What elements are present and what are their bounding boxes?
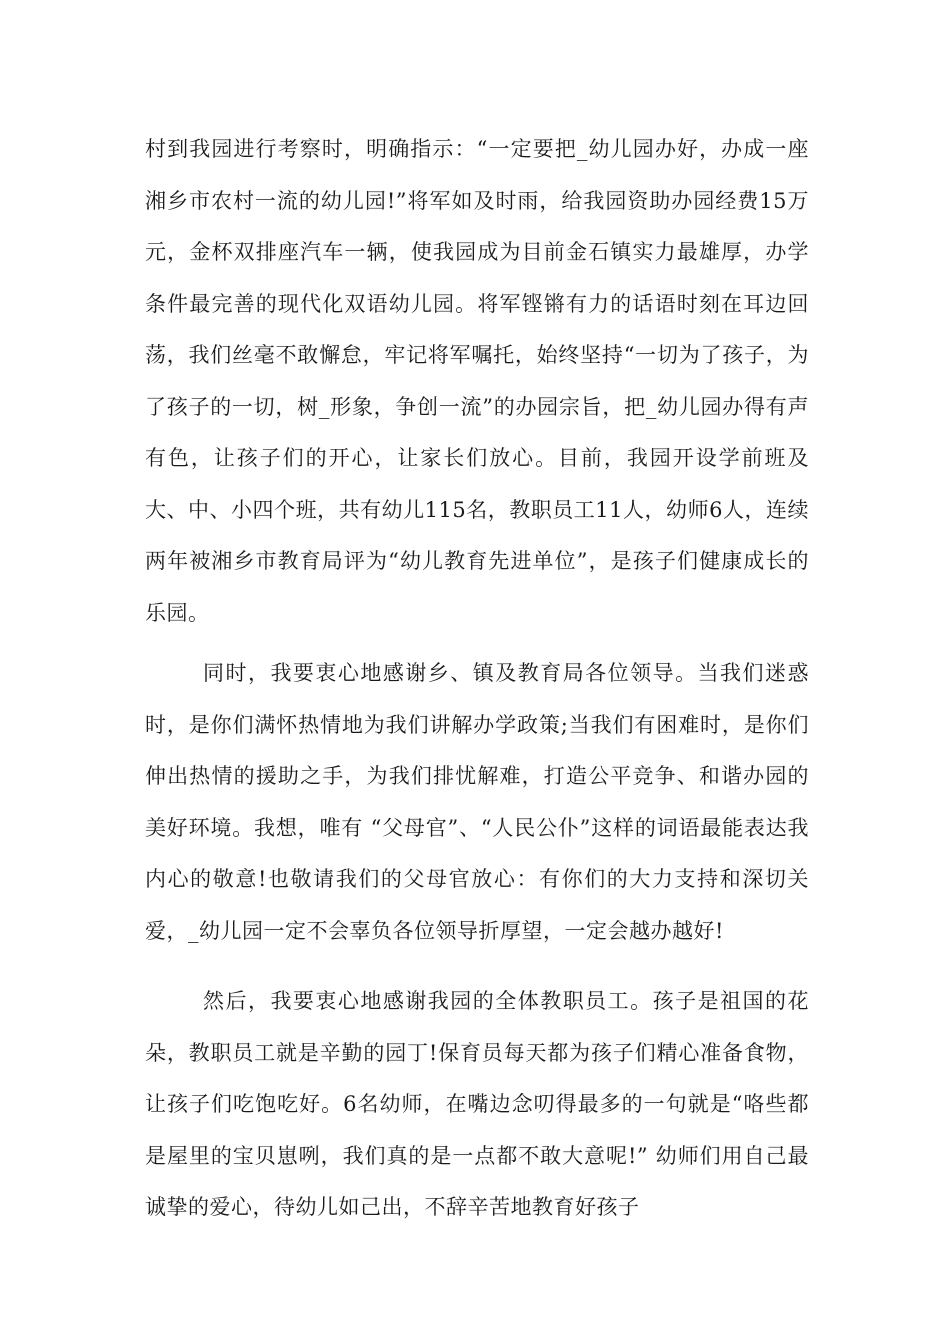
- document-body: [145, 124, 809, 1234]
- paragraph-1: 村到我园进行考察时，明确指示：“一定要把_幼儿园办好，办成一座湘乡市农村一流的幼儿园!”将军如及时雨，给我园资助办园经费15万元，金杯双排座汽车一辆，使我园成为目前金石镇实力最雄厚，办学条件最完善的现代化双语幼儿园。将军铿锵有力的话语时刻在耳边回荡，我们丝毫不敢懈怠，牢记将军嘱托，始终坚持“一切为了孩子，为了孩子的一切，树_形象，争创一流”的办园宗旨，把_幼儿园办得有声有色，让孩子们的开心，让家长们放心。目前，我园开设学前班及大、中、小四个班，共有幼儿115名，教职员工11人，幼师6人，连续两年被湘乡市教育局评为“幼儿教育先进单位”，是孩子们健康成长的乐园。: [145, 137, 809, 625]
- paragraph-3: 然后，我要衷心地感谢我园的全体教职员工。孩子是祖国的花朵，教职员工就是辛勤的园丁!保育员每天都为孩子们精心准备食物，让孩子们吃饱吃好。6名幼师，在嘴边念叨得最多的一句就是“咯些都是屋里的宝贝崽咧，我们真的是一点都不敢大意呢!” 幼师们用自己最诚挚的爱心，待幼儿如己出，不辞辛苦地教育好孩子: [145, 989, 809, 1219]
- paragraph-2: 同时，我要衷心地感谢乡、镇及教育局各位领导。当我们迷惑时，是你们满怀热情地为我们讲解办学政策;当我们有困难时，是你们伸出热情的援助之手，为我们排忧解难，打造公平竞争、和谐办园的美好环境。我想，唯有 “父母官”、“人民公仆”这样的词语最能表达我内心的敬意!也敬请我们的父母官放心：有你们的大力支持和深切关爱，_幼儿园一定不会辜负各位领导折厚望，一定会越办越好!: [145, 661, 809, 943]
